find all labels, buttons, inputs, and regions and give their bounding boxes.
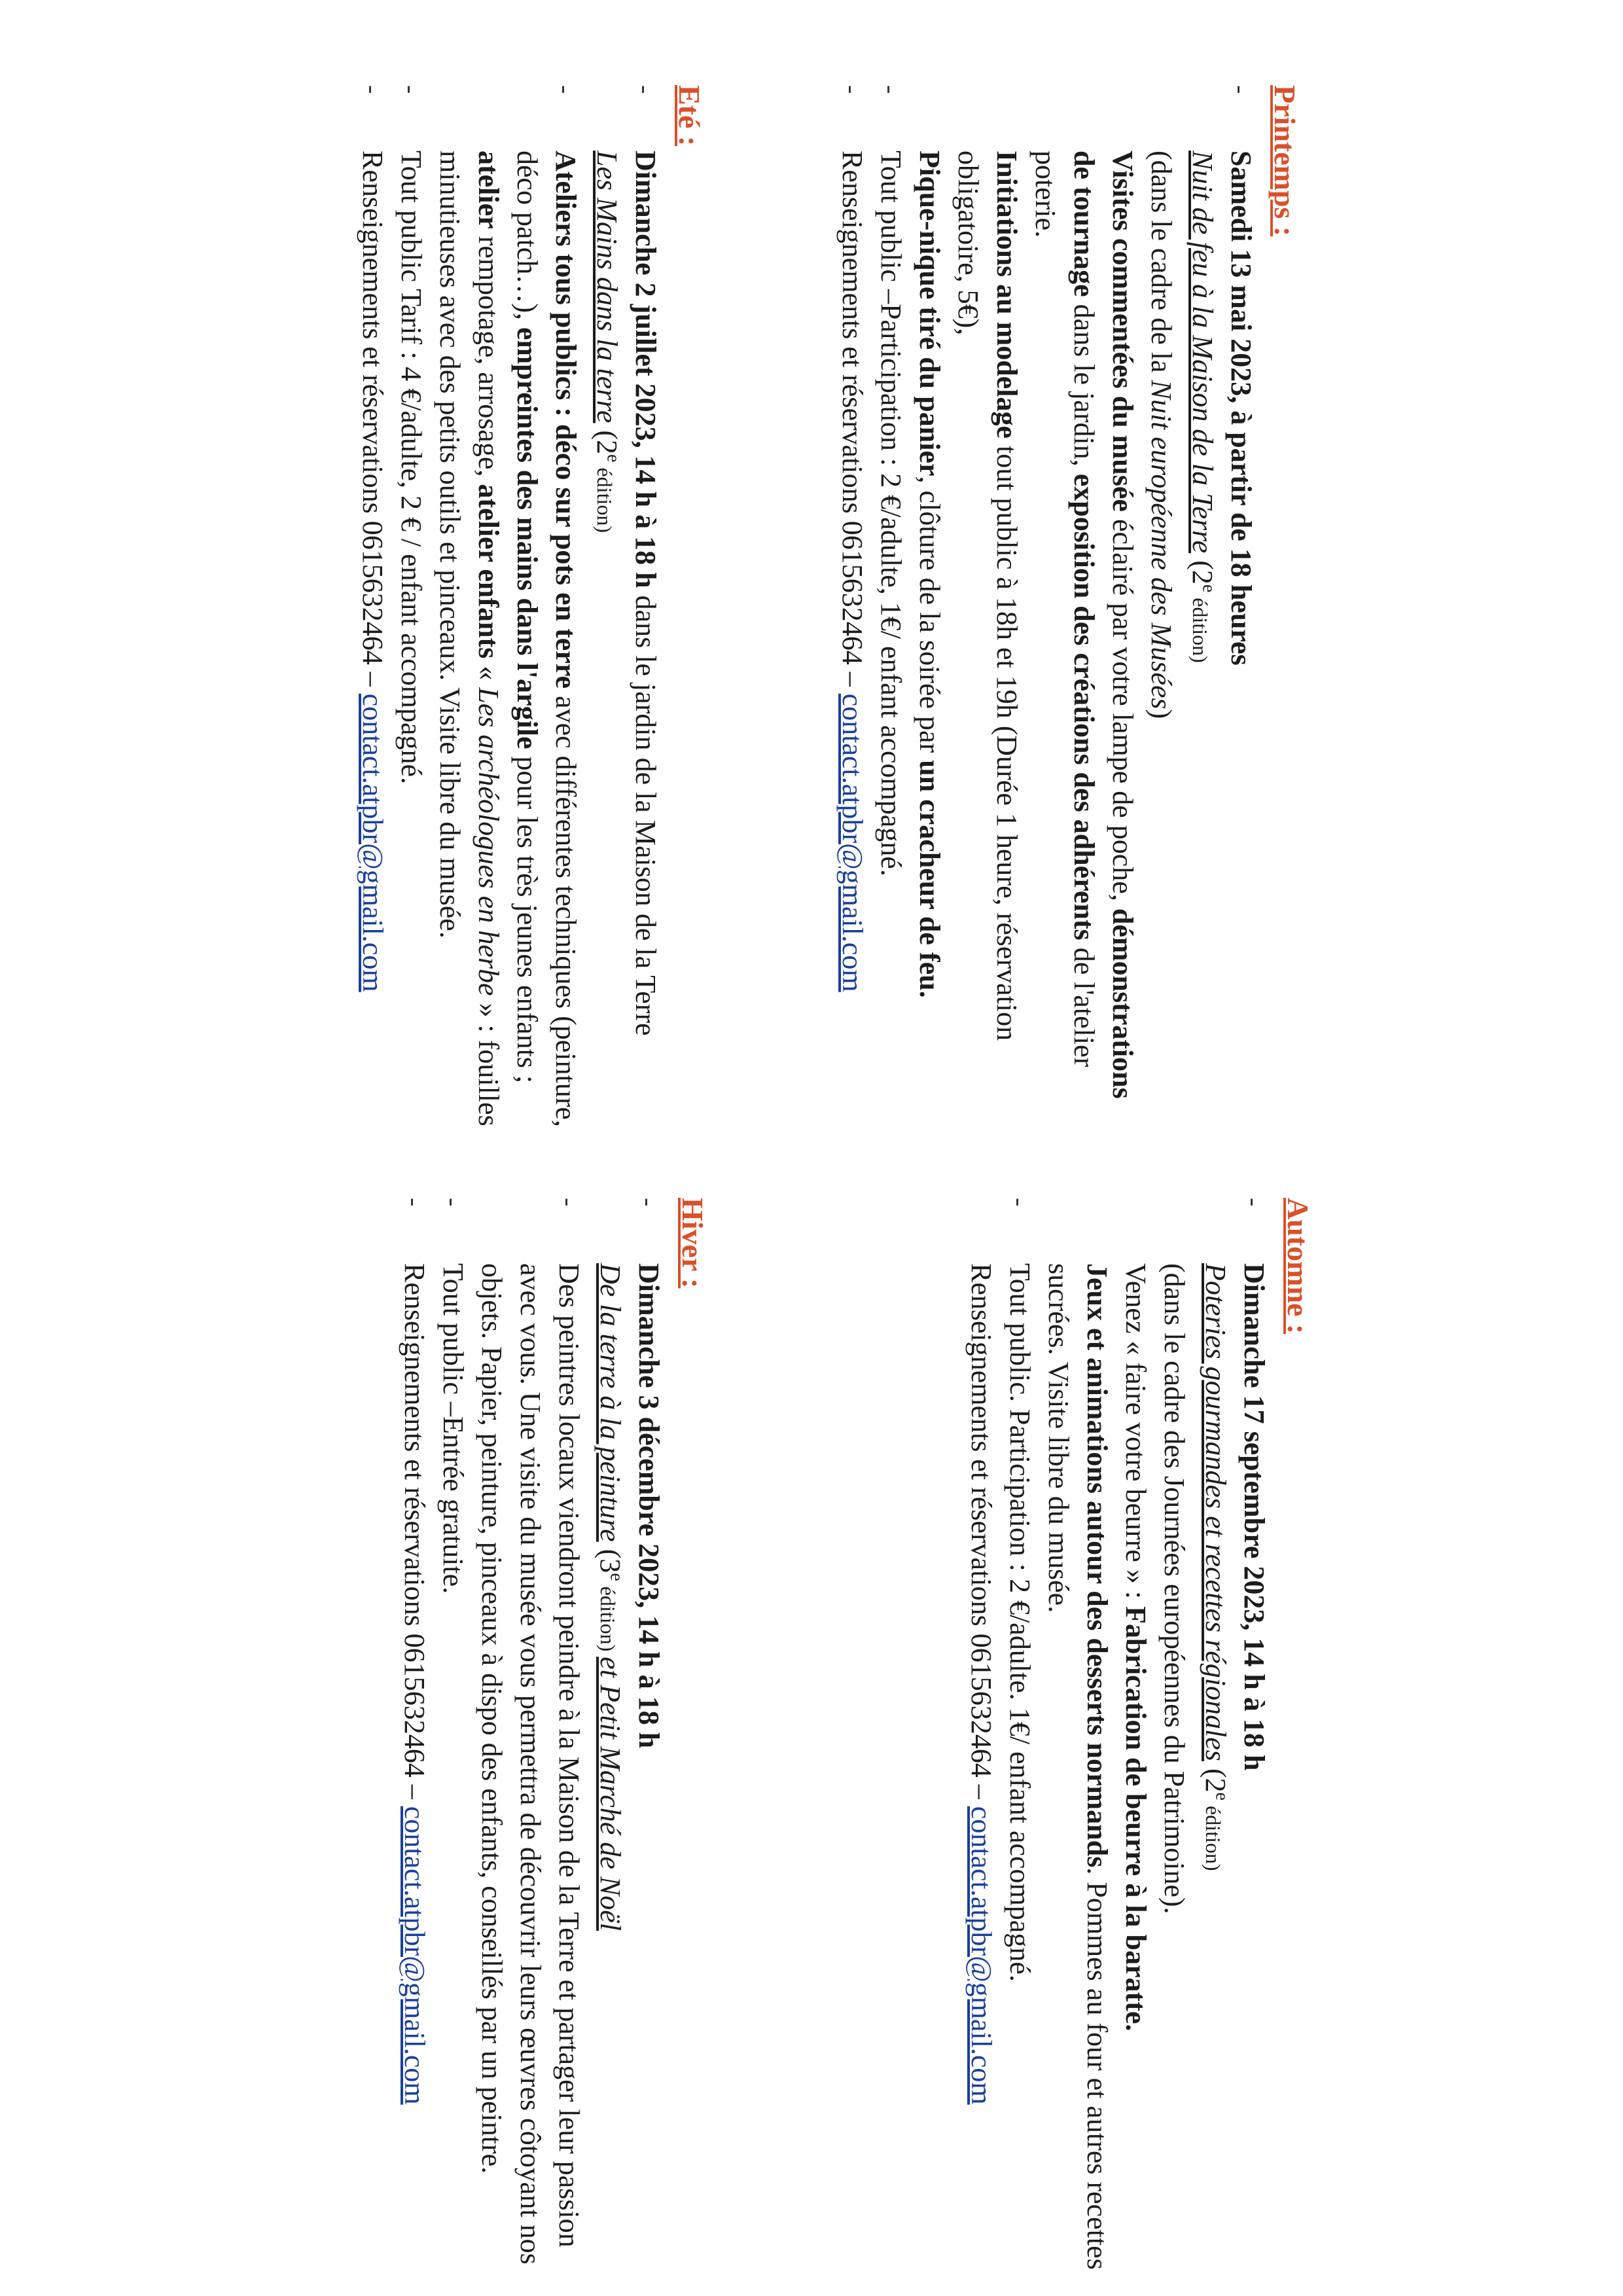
ete-atelier-enfants: atelier enfants [473, 484, 505, 659]
edition-sup: e [1198, 584, 1219, 593]
ete-place: dans le jardin de la Maison de la Terre [630, 588, 662, 1036]
hiver-title: De la terre à la peinture [594, 1263, 626, 1542]
text: éclairé par votre lampe de poche, [1107, 511, 1139, 908]
printemps-date: Samedi 13 mai 2023, à partir de 18 heures [1225, 151, 1257, 666]
hiver-date: Dimanche 3 décembre 2023, 14 h à 18 h [633, 1263, 665, 1749]
printemps-context: (dans le cadre de la [1145, 151, 1177, 380]
printemps-cracheur: un cracheur de feu. [914, 760, 946, 998]
printemps-piquenique: Pique-nique tiré du panier [914, 151, 946, 476]
text: Venez « faire votre beurre » : [1120, 1263, 1152, 1607]
printemps-event [910, 85, 1260, 1132]
printemps-demo: démonstrations de tournage [1068, 151, 1139, 1099]
text: rempotage, arrosage, [473, 228, 505, 484]
resa-text: Renseignements et réservations 0615632464 – [836, 151, 868, 694]
printemps-expo: exposition des créations des adhérents [1068, 473, 1100, 941]
hiver-desc-text: Des peintres locaux viendront peindre à la Maison de la Terre et partager leur passion avec vous. Une visite du musée vous permettra de découvrir leurs œuvres côtoyant nos objets. Papier, peinture, pinceaux à dispo des enfants, conseillés par un peintre. [476, 1263, 585, 2265]
resa-text: Renseignements et réservations 0615632464 – [399, 1263, 431, 1806]
printemps-visits: Visites commentées du musée [1107, 151, 1139, 512]
heading-hiver: Hiver : [676, 1198, 709, 1289]
text: « [473, 658, 505, 688]
hiver-desc [473, 1198, 588, 2271]
resa-text: Renseignements et réservations 0615632464 – [357, 151, 389, 694]
heading-printemps: Printemps : [1268, 85, 1302, 237]
tarif-text: Tout public. Participation : 2 €/adulte. 1€/ enfant accompagné. [1004, 1263, 1036, 1982]
ete-ateliers [431, 85, 585, 1132]
text: . Pommes au four et autres recettes sucrées. Visite libre du musée. [1043, 1263, 1113, 2270]
hiver-resa [395, 1198, 434, 2271]
automne-date: Dimanche 17 septembre 2023, 14 h à 18 h [1238, 1263, 1270, 1771]
edition-close: édition) [1188, 592, 1212, 663]
edition-close: édition) [1202, 1800, 1225, 1871]
hiver-marche: et Petit Marché de Noël [594, 1657, 626, 1931]
hiver-list [395, 1198, 668, 2271]
edition-open: (2 [1200, 1761, 1232, 1793]
printemps-resa [833, 85, 872, 1132]
heading-automne: Automne : [1281, 1198, 1315, 1335]
text: pour les très jeunes enfants ; [511, 749, 543, 1084]
automne-beurre: Fabrication de beurre à la baratte. [1120, 1606, 1152, 2032]
automne-title: Poteries gourmandes et recettes régionales [1200, 1263, 1232, 1761]
edition-close: édition) [593, 462, 616, 533]
edition-close: édition) [596, 1581, 620, 1657]
hiver-event [588, 1198, 668, 2271]
automne-resa [962, 1198, 1001, 2271]
tarif-text: Tout public –Participation : 2 €/adulte, 1€/ enfant accompagné. [875, 151, 907, 876]
text: de l'atelier poterie. [1029, 151, 1100, 1067]
tarif-text: Tout public –Entrée gratuite. [437, 1263, 469, 1594]
printemps-initiation: Initiations au modelage [991, 151, 1023, 439]
text: , clôture de la soirée par [914, 476, 946, 761]
edition-open: (3 [594, 1541, 626, 1573]
automne-event [1039, 1198, 1274, 2271]
email-link[interactable]: contact.atpbr@gmail.com [836, 693, 868, 992]
section-automne [962, 1198, 1315, 2271]
ete-atelier-deco: Ateliers tous publics : déco sur pots en terre [550, 151, 582, 689]
printemps-title: Nuit de feu à la Maison de la Terre [1186, 151, 1219, 554]
text: avec différentes techniques (peinture, déco patch…), [511, 151, 582, 1127]
section-ete [353, 85, 707, 1132]
automne-tarif [1001, 1198, 1039, 2271]
printemps-context-close: ) [1145, 709, 1177, 719]
automne-list [962, 1198, 1274, 2271]
email-link[interactable]: contact.atpbr@gmail.com [965, 1806, 997, 2105]
printemps-tarif [872, 85, 910, 1132]
hiver-tarif [434, 1198, 473, 2271]
ete-tarif [392, 85, 431, 1132]
automne-context: (dans le cadre des Journées européennes du Patrimoine). [1158, 1263, 1190, 1914]
ete-archeologues: Les archéologues en herbe [473, 687, 505, 996]
ete-title: Les Mains dans la terre [591, 151, 623, 423]
printemps-list [833, 85, 1260, 1132]
ete-atelier: atelier [473, 151, 505, 229]
resa-text: Renseignements et réservations 0615632464 – [965, 1263, 997, 1806]
edition-sup: e [603, 454, 624, 463]
text: » : fouilles minutieuses avec des petits outils et pinceaux. Visite libre du musée. [434, 151, 505, 1126]
automne-jeux: Jeux et animations autour des desserts normands [1081, 1263, 1113, 1868]
section-hiver [395, 1198, 710, 2271]
edition-sup: e [1211, 1792, 1232, 1801]
edition-sup: e [606, 1573, 627, 1581]
ete-event [585, 85, 665, 1132]
ete-date: Dimanche 2 juillet 2023, 14 h à 18 h [630, 151, 662, 588]
edition-open: (2 [1186, 553, 1219, 584]
section-printemps [833, 85, 1302, 1132]
printemps-context-em: Nuit européenne des Musées [1145, 380, 1177, 709]
ete-empreintes: empreintes des mains dans l'argile [511, 327, 543, 749]
text: tout public à 18h et 19h (Durée 1 heure, réservation obligatoire, 5€), [952, 151, 1023, 1041]
email-link[interactable]: contact.atpbr@gmail.com [399, 1806, 431, 2105]
tarif-text: Tout public Tarif : 4 €/adulte, 2 € / enfant accompagné. [395, 151, 427, 785]
email-link[interactable]: contact.atpbr@gmail.com [357, 693, 389, 992]
ete-list [353, 85, 665, 1132]
heading-ete: Eté : [673, 85, 706, 147]
edition-open: (2 [591, 423, 623, 455]
text: dans le jardin, [1068, 296, 1100, 474]
ete-resa [353, 85, 392, 1132]
